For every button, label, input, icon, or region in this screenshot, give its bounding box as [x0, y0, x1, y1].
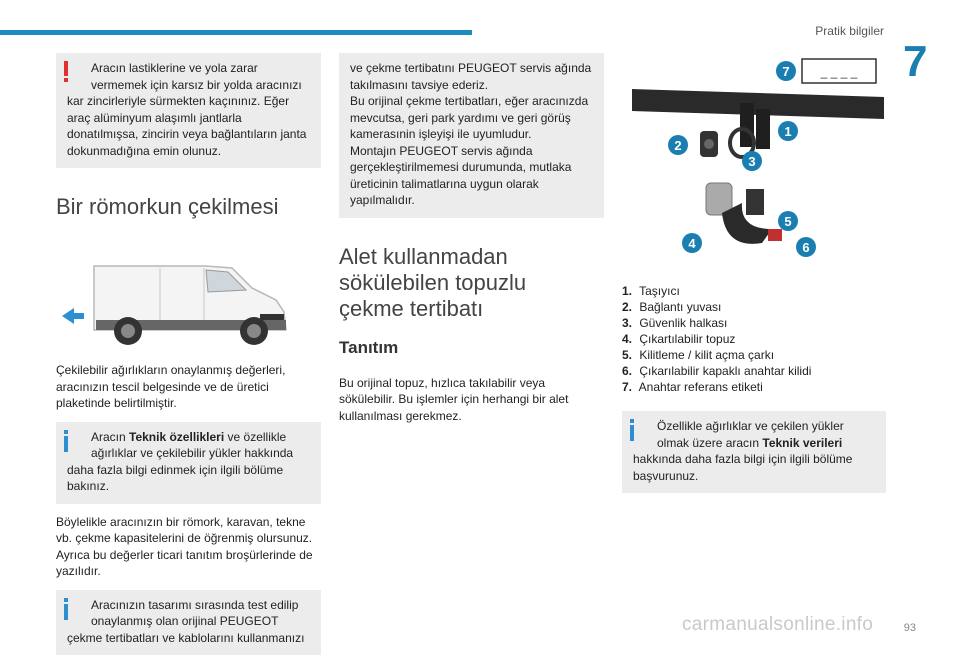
info-text-rest: daha fazla bilgi edinmek için ilgili bölüme bakınız. — [67, 462, 312, 495]
list-item — [622, 347, 886, 363]
info-text-line2: onaylanmış olan orijinal PEUGEOT — [67, 613, 312, 630]
info-icon — [64, 598, 68, 620]
svg-text:1: 1 — [784, 124, 791, 139]
top-accent-bar — [0, 30, 472, 35]
section-label: Pratik bilgiler — [815, 24, 884, 38]
list-item — [622, 363, 886, 379]
warning-text-line1: Aracın lastiklerine ve yola zarar — [67, 60, 312, 77]
list-item-number: 4. — [622, 331, 636, 347]
list-item-label: Çıkarılabilir kapaklı anahtar kilidi — [639, 364, 811, 378]
watermark: carmanualsonline.info — [682, 614, 873, 636]
badge-1 — [778, 121, 798, 141]
paragraph-capacities: Böylelikle aracınızın bir römork, karavan, tekne vb. çekme kapasitelerini de öğrenmiş olursunuz. Ayrıca bu değerler ticari tanıtım broşürlerinde de yazılıdır. — [56, 514, 321, 580]
list-item-number: 3. — [622, 315, 636, 331]
svg-text:5: 5 — [784, 214, 791, 229]
paragraph-weights: Çekilebilir ağırlıkların onaylanmış değerleri, aracınızın tescil belgesinde ve de üretici plaketinde belirtilmiştir. — [56, 362, 321, 412]
list-item — [622, 379, 886, 395]
van-illustration — [56, 240, 321, 350]
list-item-label: Anahtar referans etiketi — [639, 380, 763, 394]
info-text-line1: Aracınızın tasarımı sırasında test edilip — [67, 597, 312, 614]
list-item — [622, 299, 886, 315]
list-item-label: Bağlantı yuvası — [639, 300, 721, 314]
list-item-label: Güvenlik halkası — [639, 316, 727, 330]
title-line2: sökülebilen topuzlu — [339, 270, 604, 296]
info-box-original — [56, 590, 321, 655]
info-text-rest: çekme tertibatları ve kablolarını kullanmanızı — [67, 630, 312, 647]
badge-6 — [796, 237, 816, 257]
badge-7 — [776, 61, 796, 81]
badge-2 — [668, 135, 688, 155]
title-line1: Alet kullanmadan — [339, 244, 604, 270]
info-text-rest: hakkında daha fazla bilgi için ilgili bölüme başvurunuz. — [633, 451, 877, 484]
column-2 — [339, 53, 604, 424]
badge-5 — [778, 211, 798, 231]
page-number: 93 — [904, 622, 916, 634]
list-item-number: 6. — [622, 363, 636, 379]
warning-text-rest: kar zincirleriyle sürmekten kaçınınız. Eğer araç alüminyum alaşımlı jantlarla donatılmışsa, zincirin veya bağlantıların janta dokunmadığına emin olunuz. — [67, 93, 312, 159]
continued-text: ve çekme tertibatını PEUGEOT servis ağında takılmasını tavsiye ederiz. Bu orijinal çekme tertibatları, eğer aracınızda mevcutsa, geri park yardımı ve geri görüş kamerasınin işleyişi ile uyumludur. Montajın PEUGEOT servis ağında gerçekleştirilmemesi durumunda, mutlaka üreticinin talimatlarına uygun olarak yapılmalıdır. — [350, 60, 595, 209]
continued-info-box — [339, 53, 604, 218]
badge-4 — [682, 233, 702, 253]
subtitle-presentation: Tanıtım — [339, 338, 604, 358]
svg-text:6: 6 — [802, 240, 809, 255]
list-item-number: 1. — [622, 283, 636, 299]
info-box-specs — [56, 422, 321, 504]
info-box-specs-2 — [622, 411, 886, 493]
list-item-label: Kilitleme / kilit açma çarkı — [639, 348, 774, 362]
column-1 — [56, 53, 321, 655]
info-text-line1: Özellikle ağırlıklar ve çekilen yükler — [633, 418, 877, 435]
info-text-line2: ağırlıklar ve çekilebilir yükler hakkında — [67, 445, 312, 462]
section-title-towing: Bir römorkun çekilmesi — [56, 194, 321, 220]
warning-text-line2: vermemek için karsız bir yolda aracınızı — [67, 77, 312, 94]
info-icon — [630, 419, 634, 441]
list-item-label: Taşıyıcı — [639, 284, 680, 298]
list-item — [622, 315, 886, 331]
section-title-tow-ball — [339, 244, 604, 322]
list-item-number: 2. — [622, 299, 636, 315]
list-item-label: Çıkartılabilir topuz — [639, 332, 735, 346]
list-item — [622, 331, 886, 347]
title-line3: çekme tertibatı — [339, 296, 604, 322]
info-text-line1: Aracın Teknik özellikleri ve özellikle — [67, 429, 312, 446]
paragraph-tow-ball: Bu orijinal topuz, hızlıca takılabilir veya sökülebilir. Bu işlemler için herhangi bir alet kullanılması gerekmez. — [339, 375, 604, 425]
svg-text:7: 7 — [782, 64, 789, 79]
info-icon — [64, 430, 68, 452]
direction-arrow-icon — [62, 308, 84, 324]
svg-text:4: 4 — [688, 236, 696, 251]
column-3 — [622, 53, 886, 493]
chapter-number: 7 — [903, 40, 927, 84]
badge-3 — [742, 151, 762, 171]
info-text-line2: olmak üzere aracın Teknik verileri — [633, 435, 877, 452]
svg-text:3: 3 — [748, 154, 755, 169]
warning-icon — [64, 61, 69, 81]
svg-text:2: 2 — [674, 138, 681, 153]
list-item-number: 5. — [622, 347, 636, 363]
tow-bar-diagram — [622, 53, 886, 263]
list-item-number: 7. — [622, 379, 636, 395]
warning-box — [56, 53, 321, 168]
list-item — [622, 283, 886, 299]
key-reference-label: _ _ _ _ — [820, 65, 858, 79]
parts-list — [622, 283, 886, 395]
